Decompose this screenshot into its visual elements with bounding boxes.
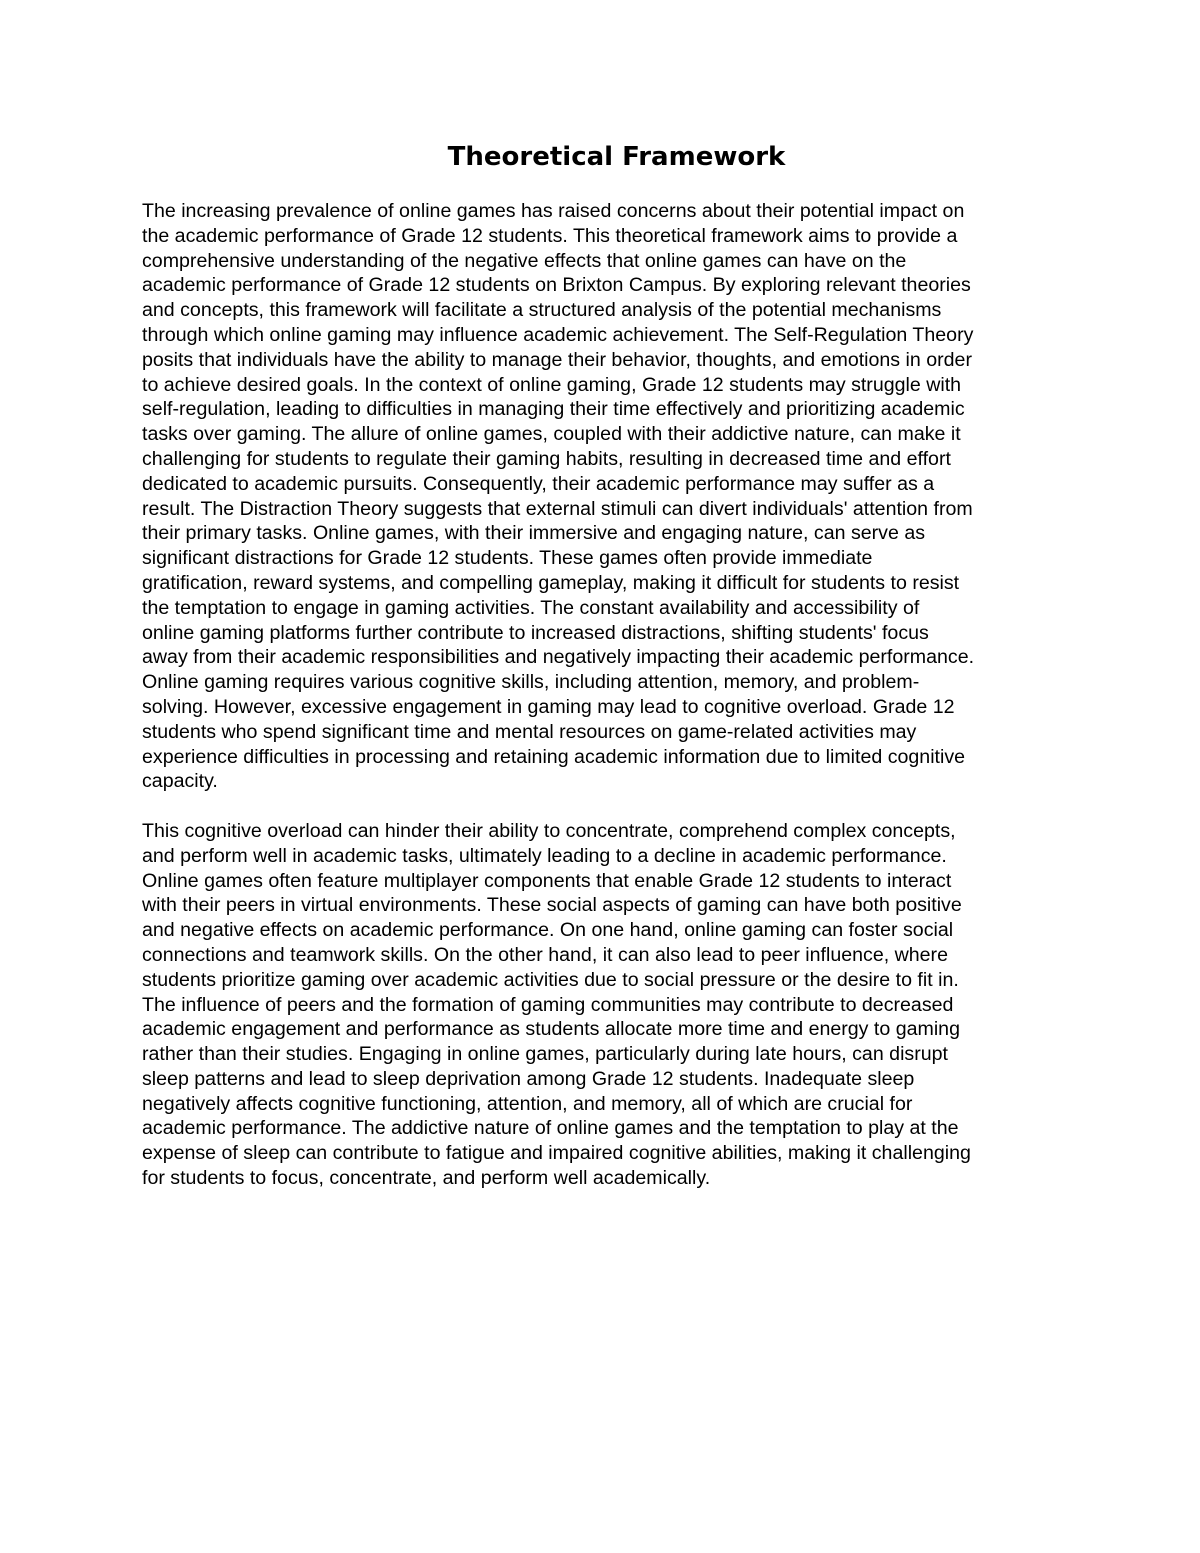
document-title: Theoretical Framework bbox=[447, 142, 786, 172]
text-line: academic performance. The addictive nature of online games and the temptation to play at the bbox=[142, 1117, 959, 1140]
text-line: students who spend significant time and mental resources on game-related activities may bbox=[142, 720, 917, 743]
text-line: posits that individuals have the ability to manage their behavior, thoughts, and emotions in order bbox=[142, 348, 972, 371]
paragraph-2 bbox=[142, 819, 1072, 1191]
text-line: the academic performance of Grade 12 students. This theoretical framework aims to provide a bbox=[142, 224, 958, 247]
text-line: students prioritize gaming over academic activities due to social pressure or the desire to fit in. bbox=[142, 968, 959, 991]
text-line: tasks over gaming. The allure of online games, coupled with their addictive nature, can make it bbox=[142, 423, 961, 446]
text-line: Online games often feature multiplayer components that enable Grade 12 students to interact bbox=[142, 869, 952, 892]
text-line: sleep patterns and lead to sleep deprivation among Grade 12 students. Inadequate sleep bbox=[142, 1067, 915, 1090]
text-line: the temptation to engage in gaming activities. The constant availability and accessibility of bbox=[142, 596, 920, 619]
text-line: expense of sleep can contribute to fatigue and impaired cognitive abilities, making it challenging bbox=[142, 1142, 971, 1165]
text-line: for students to focus, concentrate, and perform well academically. bbox=[142, 1167, 711, 1190]
text-line: and concepts, this framework will facilitate a structured analysis of the potential mechanisms bbox=[142, 299, 942, 322]
text-line: The influence of peers and the formation of gaming communities may contribute to decreased bbox=[142, 993, 954, 1016]
text-line: result. The Distraction Theory suggests that external stimuli can divert individuals' attention from bbox=[142, 497, 973, 520]
text-line: capacity. bbox=[142, 770, 218, 793]
text-line: to achieve desired goals. In the context of online gaming, Grade 12 students may struggle with bbox=[142, 373, 962, 396]
text-line: significant distractions for Grade 12 students. These games often provide immediate bbox=[142, 547, 873, 570]
text-line: comprehensive understanding of the negative effects that online games can have on the bbox=[142, 249, 907, 272]
text-line: academic performance of Grade 12 students on Brixton Campus. By exploring relevant theories bbox=[142, 274, 971, 297]
text-line: solving. However, excessive engagement in gaming may lead to cognitive overload. Grade 12 bbox=[142, 695, 955, 718]
text-line: away from their academic responsibilities and negatively impacting their academic performance. bbox=[142, 646, 975, 669]
text-line: challenging for students to regulate their gaming habits, resulting in decreased time and effort bbox=[142, 447, 951, 470]
text-line: their primary tasks. Online games, with their immersive and engaging nature, can serve as bbox=[142, 522, 926, 545]
text-line: with their peers in virtual environments. These social aspects of gaming can have both positive bbox=[142, 894, 962, 917]
text-line: experience difficulties in processing and retaining academic information due to limited cognitive bbox=[142, 745, 966, 768]
paragraph-1 bbox=[142, 199, 1072, 794]
text-line: through which online gaming may influence academic achievement. The Self-Regulation Theory bbox=[142, 323, 974, 346]
text-line: and negative effects on academic performance. On one hand, online gaming can foster social bbox=[142, 919, 954, 942]
text-line: connections and teamwork skills. On the other hand, it can also lead to peer influence, where bbox=[142, 943, 948, 966]
text-line: dedicated to academic pursuits. Consequently, their academic performance may suffer as a bbox=[142, 472, 935, 495]
text-line: gratification, reward systems, and compelling gameplay, making it difficult for students to resist bbox=[142, 571, 960, 594]
text-line: self-regulation, leading to difficulties in managing their time effectively and prioritizing academic bbox=[142, 398, 965, 421]
paragraph-gap bbox=[142, 794, 1072, 819]
text-line: online gaming platforms further contribute to increased distractions, shifting students' focus bbox=[142, 621, 929, 644]
text-line: and perform well in academic tasks, ultimately leading to a decline in academic performance. bbox=[142, 844, 947, 867]
text-line: academic engagement and performance as students allocate more time and energy to gaming bbox=[142, 1018, 960, 1041]
document-body bbox=[142, 199, 1072, 1191]
text-line: The increasing prevalence of online games has raised concerns about their potential impact on bbox=[142, 200, 965, 222]
text-line: rather than their studies. Engaging in online games, particularly during late hours, can disrupt bbox=[142, 1043, 948, 1066]
text-line: This cognitive overload can hinder their ability to concentrate, comprehend complex concepts, bbox=[142, 819, 956, 842]
text-line: negatively affects cognitive functioning, attention, and memory, all of which are crucial for bbox=[142, 1092, 913, 1115]
text-line: Online gaming requires various cognitive skills, including attention, memory, and problem- bbox=[142, 671, 920, 694]
